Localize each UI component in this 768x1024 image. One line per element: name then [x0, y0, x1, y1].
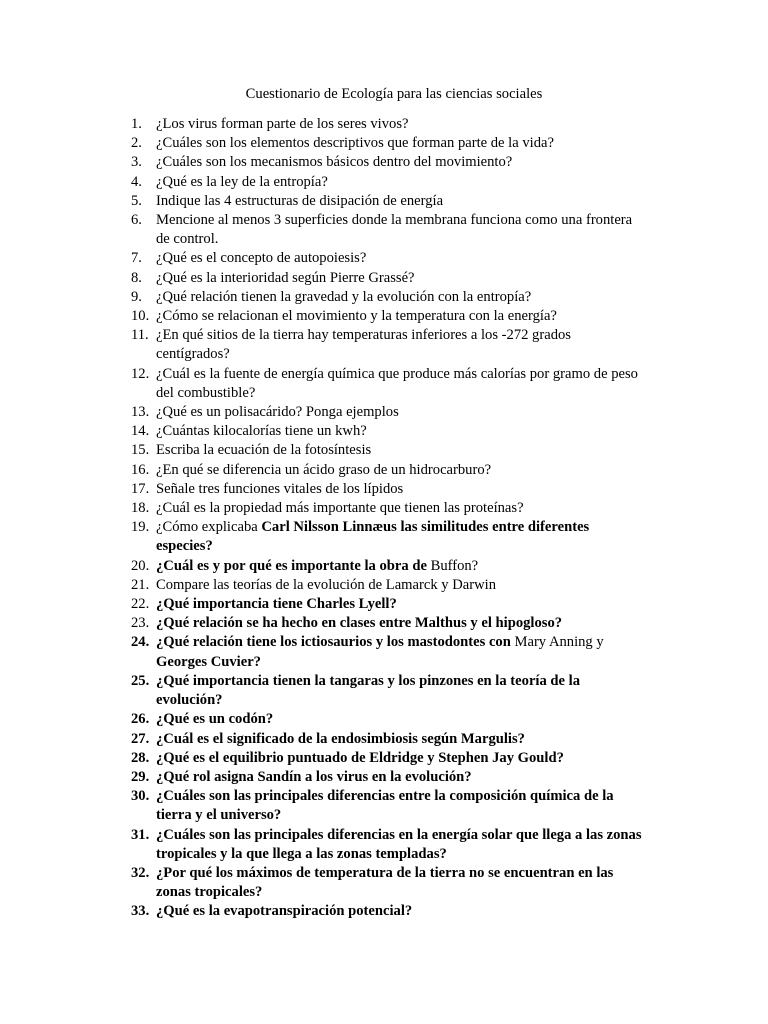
question-text-part: ¿Qué es un codón?: [156, 711, 274, 728]
question-number: 3.: [131, 154, 142, 171]
question-number: 6.: [131, 212, 142, 229]
question-text-part: Escriba la ecuación de la fotosíntesis: [156, 442, 372, 459]
question-text: [156, 826, 646, 864]
question-text: [156, 902, 646, 921]
question-text-part: ¿Cuáles son los elementos descriptivos que forman parte de la vida?: [156, 135, 554, 152]
question-item: [0, 403, 768, 422]
question-text-part: ¿Qué es la interioridad según Pierre Grassé?: [156, 269, 415, 286]
question-text: [156, 192, 646, 211]
question-text-part: ¿Cuál es la propiedad más importante que tienen las proteínas?: [156, 500, 524, 517]
question-item: [0, 441, 768, 460]
question-item: [0, 749, 768, 768]
question-text-part: ¿Cuál es el significado de la endosimbiosis según Margulis?: [156, 730, 525, 747]
question-text: [156, 672, 646, 710]
question-item: [0, 173, 768, 192]
question-number: 17.: [131, 480, 150, 497]
question-text-part: ¿En qué sitios de la tierra hay temperaturas inferiores a los -272 grados centígrados?: [156, 327, 571, 363]
question-number: 28.: [131, 749, 150, 766]
question-text-part: Carl Nilsson Linnæus las similitudes entre diferentes especies?: [156, 519, 590, 555]
question-text: [156, 422, 646, 441]
question-text-part: ¿Cómo se relacionan el movimiento y la temperatura con la energía?: [156, 308, 557, 325]
question-text: [156, 633, 646, 671]
question-item: [0, 115, 768, 134]
question-text: [156, 249, 646, 268]
question-item: [0, 730, 768, 749]
question-number: 9.: [131, 288, 142, 305]
question-number: 7.: [131, 250, 142, 267]
question-text-part: ¿Qué es un polisacárido? Ponga ejemplos: [156, 404, 399, 421]
question-item: [0, 518, 768, 556]
question-text-part: ¿Cuántas kilocalorías tiene un kwh?: [156, 423, 367, 440]
question-text: [156, 307, 646, 326]
question-number: 12.: [131, 365, 150, 382]
question-text-part: Georges Cuvier?: [156, 653, 261, 670]
question-number: 30.: [131, 788, 150, 805]
question-number: 5.: [131, 192, 142, 209]
question-number: 15.: [131, 442, 150, 459]
question-number: 1.: [131, 116, 142, 132]
question-text: [156, 730, 646, 749]
question-item: [0, 307, 768, 326]
question-text-part: ¿Qué relación tienen la gravedad y la evolución con la entropía?: [156, 288, 532, 305]
question-text-part: ¿Cuáles son los mecanismos básicos dentro del movimiento?: [156, 154, 513, 171]
question-text: [156, 787, 646, 825]
question-number: 27.: [131, 730, 150, 747]
question-number: 31.: [131, 826, 150, 843]
question-text: [156, 864, 646, 902]
question-item: [0, 134, 768, 153]
question-text-part: Señale tres funciones vitales de los lípidos: [156, 480, 404, 497]
question-item: [0, 768, 768, 787]
question-number: 33.: [131, 903, 150, 920]
question-text-part: Buffon?: [430, 557, 479, 574]
question-item: [0, 595, 768, 614]
question-text: [156, 326, 646, 364]
question-text: [156, 153, 646, 172]
question-text-part: ¿En qué se diferencia un ácido graso de un hidrocarburo?: [156, 461, 492, 478]
question-text-part: ¿Por qué los máximos de temperatura de la tierra no se encuentran en las zonas tropicales?: [156, 864, 614, 901]
question-text-part: ¿Cuáles son las principales diferencias entre la composición química de la tierra y el universo?: [156, 788, 614, 824]
question-item: [0, 710, 768, 729]
question-text: [156, 441, 646, 460]
question-item: [0, 672, 768, 710]
question-number: 20.: [131, 557, 150, 574]
question-number: 13.: [131, 404, 150, 421]
question-text-part: Indique las 4 estructuras de disipación de energía: [156, 192, 444, 209]
question-text-part: ¿Qué relación tiene los ictiosaurios y los mastodontes con: [156, 634, 515, 651]
question-item: [0, 787, 768, 825]
question-number: 18.: [131, 500, 150, 517]
question-item: [0, 614, 768, 633]
question-text: [156, 461, 646, 480]
question-number: 16.: [131, 461, 150, 478]
question-text: [156, 211, 646, 249]
question-text: [156, 768, 646, 787]
question-text: [156, 749, 646, 768]
question-item: [0, 192, 768, 211]
question-text: [156, 595, 646, 614]
question-item: [0, 288, 768, 307]
question-item: [0, 557, 768, 576]
question-text: [156, 288, 646, 307]
question-text: [156, 518, 646, 556]
question-item: [0, 211, 768, 249]
question-text: [156, 269, 646, 288]
question-number: 11.: [131, 327, 149, 344]
question-text: [156, 365, 646, 403]
question-text-part: ¿Qué importancia tienen la tangaras y los pinzones en la teoría de la evolución?: [156, 672, 581, 709]
question-item: [0, 826, 768, 864]
question-number: 10.: [131, 308, 150, 325]
question-text-part: ¿Qué es la ley de la entropía?: [156, 173, 328, 190]
question-item: [0, 576, 768, 595]
question-text: [156, 499, 646, 518]
question-text: [156, 173, 646, 192]
question-text-part: ¿Cómo explicaba: [156, 519, 262, 536]
question-number: 4.: [131, 173, 142, 190]
question-text-part: ¿Qué es la evapotranspiración potencial?: [156, 903, 413, 920]
question-number: 14.: [131, 423, 150, 440]
document-title: Cuestionario de Ecología para las ciencias sociales: [245, 86, 543, 102]
question-text: [156, 576, 646, 595]
question-text-part: ¿Qué importancia tiene Charles Lyell?: [156, 596, 397, 613]
question-number: 29.: [131, 768, 150, 785]
question-list: [0, 115, 768, 922]
question-item: [0, 153, 768, 172]
question-item: [0, 269, 768, 288]
question-item: [0, 365, 768, 403]
question-item: [0, 461, 768, 480]
question-text-part: Compare las teorías de la evolución de Lamarck y Darwin: [156, 576, 496, 593]
question-item: [0, 326, 768, 364]
question-number: 19.: [131, 519, 150, 536]
question-text-part: ¿Qué rol asigna Sandín a los virus en la evolución?: [156, 768, 472, 785]
question-item: [0, 864, 768, 902]
question-text-part: ¿Qué relación se ha hecho en clases entre Malthus y el hipogloso?: [156, 615, 563, 632]
question-text: [156, 134, 646, 153]
question-item: [0, 902, 768, 921]
question-text-part: ¿Los virus forman parte de los seres vivos?: [156, 116, 409, 132]
question-item: [0, 249, 768, 268]
question-text: [156, 614, 646, 633]
question-item: [0, 633, 768, 671]
question-item: [0, 422, 768, 441]
question-text: [156, 557, 646, 576]
question-number: 22.: [131, 596, 150, 613]
question-text-part: ¿Qué es el concepto de autopoiesis?: [156, 250, 367, 267]
question-text: [156, 403, 646, 422]
question-number: 23.: [131, 615, 150, 632]
question-text: [156, 480, 646, 499]
question-number: 21.: [131, 576, 150, 593]
question-text: [156, 710, 646, 729]
question-text-part: ¿Qué es el equilibrio puntuado de Eldridge y Stephen Jay Gould?: [156, 749, 564, 766]
question-text-part: ¿Cuáles son las principales diferencias en la energía solar que llega a las zonas tropicales y la que llega a las zonas templadas?: [156, 826, 642, 862]
question-item: [0, 480, 768, 499]
question-item: [0, 499, 768, 518]
question-text-part: Mencione al menos 3 superficies donde la membrana funciona como una frontera de control.: [156, 212, 633, 248]
question-number: 32.: [131, 864, 150, 881]
question-text-part: ¿Cuál es la fuente de energía química que produce más calorías por gramo de peso del combustible?: [156, 365, 638, 401]
question-number: 25.: [131, 672, 150, 689]
question-text-part: Mary Anning y: [514, 634, 604, 651]
question-text-part: ¿Cuál es y por qué es importante la obra de: [156, 557, 431, 574]
question-number: 2.: [131, 135, 142, 152]
question-number: 26.: [131, 711, 150, 728]
question-number: 24.: [131, 634, 150, 651]
question-text: [156, 115, 646, 134]
question-number: 8.: [131, 269, 142, 286]
